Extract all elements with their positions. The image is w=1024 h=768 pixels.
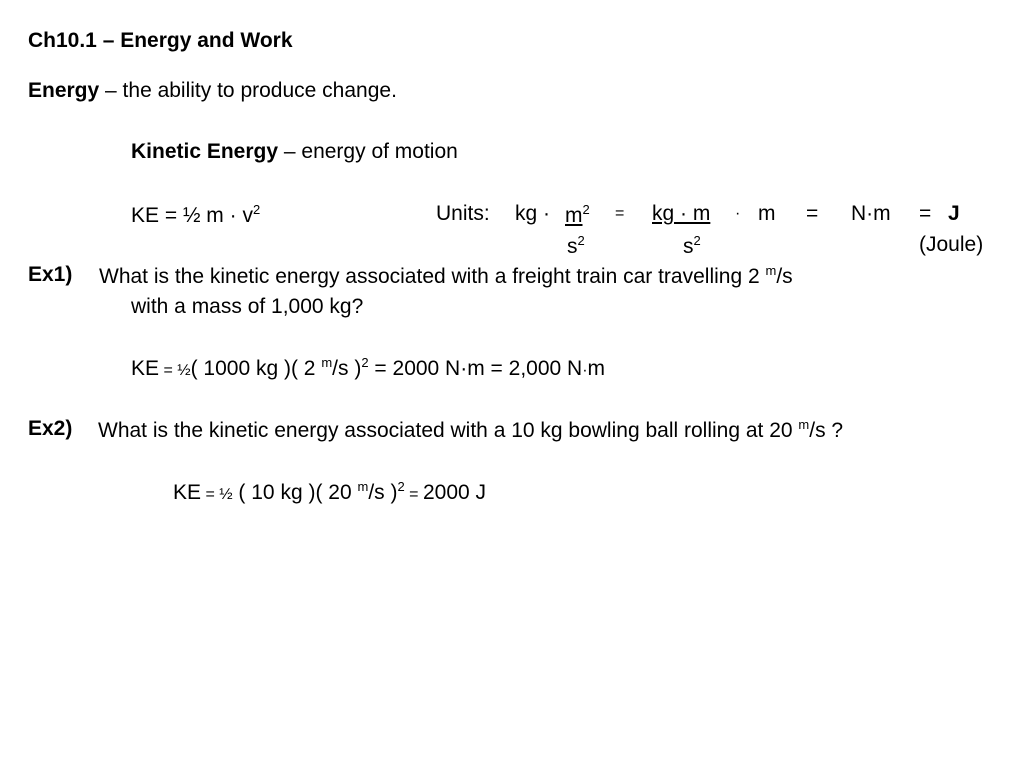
- ex1-sol-unit: /s ): [332, 357, 362, 380]
- ex1-sol-half: ½: [177, 362, 191, 379]
- units-m-exponent: 2: [582, 202, 590, 217]
- kinetic-energy-text: – energy of motion: [278, 140, 458, 163]
- ex2-sol-eq: =: [201, 486, 220, 503]
- units-m-squared: [565, 203, 590, 226]
- kinetic-energy-definition: [131, 141, 458, 162]
- units-m: m: [565, 204, 583, 227]
- ex1-sol-result: = 2000 N·m = 2,000 N: [368, 357, 583, 380]
- ex2-sol-result: 2000 J: [422, 481, 487, 504]
- ex1-question-unit: /s: [776, 265, 793, 288]
- energy-definition: [28, 80, 397, 101]
- units-newton-meter: N·m: [851, 202, 891, 225]
- ex2-sol-ke: KE: [173, 481, 202, 504]
- ex2-question-unit: /s ?: [809, 419, 844, 442]
- ex2-sol-sup: m: [357, 479, 369, 494]
- ex1-label: Ex1): [28, 263, 73, 286]
- ex2-solution: [173, 480, 486, 503]
- units-joule-word: (Joule): [919, 233, 984, 256]
- ex1-question-sup: m: [765, 263, 777, 278]
- ex2-sol-eq-2: =: [404, 486, 423, 503]
- ex2-question-text: What is the kinetic energy associated with a 10 kg bowling ball rolling at 20: [98, 419, 799, 442]
- ex1-sol-m: m: [587, 357, 606, 380]
- units-equals-3: =: [919, 202, 932, 225]
- energy-text: – the ability to produce change.: [99, 79, 397, 102]
- ex1-sol-body: ( 1000 kg )( 2: [190, 357, 322, 380]
- units-dot: ·: [735, 205, 741, 222]
- units-s-squared-1: [567, 234, 585, 257]
- ex1-sol-dot: ·: [582, 362, 588, 379]
- ke-formula-lhs: KE = ½ m · v: [131, 204, 253, 227]
- ex1-sol-ke: KE: [131, 357, 160, 380]
- ex2-question-sup: m: [798, 417, 810, 432]
- ex2-sol-unit: /s ): [368, 481, 398, 504]
- ke-formula: [131, 203, 260, 226]
- units-s-1: s: [567, 235, 578, 258]
- kinetic-energy-term: Kinetic Energy: [131, 140, 279, 163]
- ex1-question-text: What is the kinetic energy associated with a freight train car travelling 2: [99, 265, 766, 288]
- energy-term: Energy: [28, 79, 100, 102]
- ex2-sol-half: ½: [219, 486, 233, 503]
- ex1-solution: [131, 356, 605, 379]
- ex2-question: [98, 418, 843, 441]
- ex2-label: Ex2): [28, 417, 73, 440]
- ex2-sol-exponent: 2: [397, 479, 405, 494]
- units-s-exponent-1: 2: [577, 233, 585, 248]
- ke-formula-exponent: 2: [252, 202, 261, 217]
- units-kg-dot: kg ·: [515, 202, 551, 225]
- page-title: Ch10.1 – Energy and Work: [28, 29, 293, 52]
- ex1-sol-eq: =: [159, 362, 178, 379]
- units-m-2: m: [758, 202, 776, 225]
- ex1-sol-sup: m: [321, 355, 333, 370]
- units-joule-symbol: J: [948, 202, 960, 225]
- units-s-exponent-2: 2: [693, 233, 701, 248]
- ex1-question-line-1: [99, 264, 793, 287]
- units-kg-m: kg · m: [652, 202, 711, 225]
- units-label: Units:: [436, 202, 490, 225]
- units-s-2: s: [683, 235, 694, 258]
- units-s-squared-2: [683, 234, 701, 257]
- ex2-sol-body: ( 10 kg )( 20: [232, 481, 358, 504]
- ex1-sol-exponent: 2: [361, 355, 369, 370]
- ex1-question-line-2: with a mass of 1,000 kg?: [131, 295, 364, 318]
- units-equals-2: =: [806, 202, 819, 225]
- units-equals-1: =: [615, 205, 625, 222]
